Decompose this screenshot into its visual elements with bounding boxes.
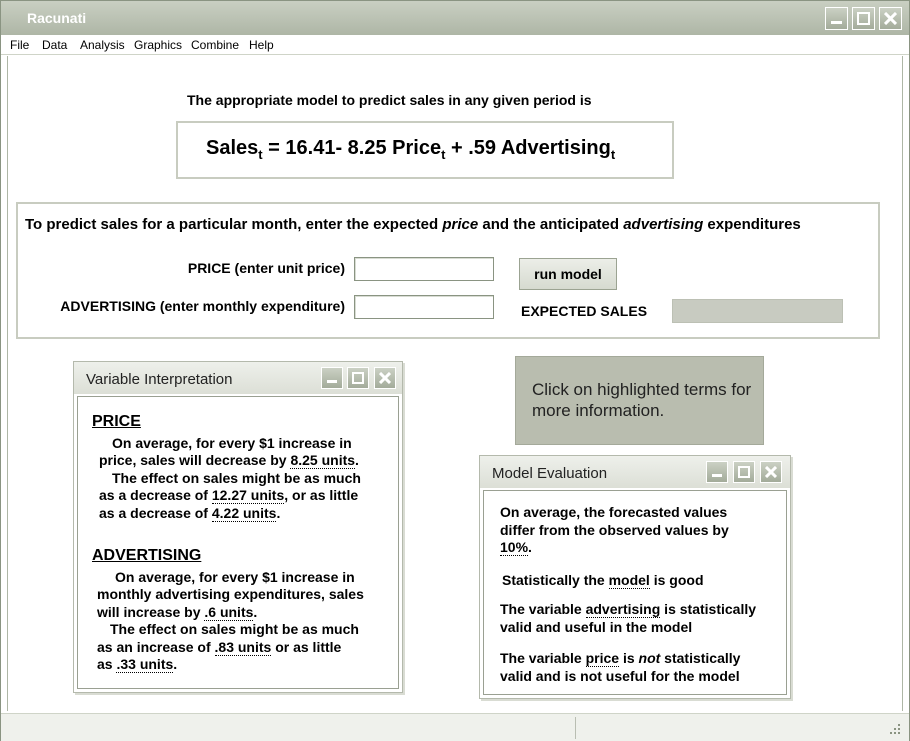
model-evaluation-titlebar[interactable] (480, 456, 790, 488)
menu-file[interactable]: File (10, 38, 30, 52)
minimize-button[interactable] (825, 7, 848, 30)
eval-model-statement: Statistically the model is good (502, 572, 704, 588)
menu-bar (1, 35, 909, 55)
price-upper-bound-link[interactable]: 12.27 units (211, 487, 285, 503)
price-line-1: On average, for every $1 increase in (112, 435, 352, 451)
advertising-effect-link[interactable]: .6 units (204, 604, 254, 620)
vi-maximize-button[interactable] (347, 367, 369, 389)
price-effect-link[interactable]: 8.25 units (290, 452, 356, 468)
close-icon (765, 466, 777, 478)
eval-price-line-2: valid and is not useful for the model (500, 668, 740, 684)
close-icon (884, 12, 897, 25)
eval-line-2: differ from the observed values by (500, 522, 729, 538)
price-lower-bound-link[interactable]: 4.22 units (211, 505, 277, 521)
me-minimize-button[interactable] (706, 461, 728, 483)
expected-sales-output (672, 299, 843, 323)
menu-data[interactable]: Data (42, 38, 68, 52)
advertising-line-3: will increase by .6 units. (97, 604, 258, 620)
variable-interpretation-title: Variable Interpretation (86, 371, 233, 388)
price-line-4: as a decrease of 12.27 units, or as little (99, 487, 359, 503)
maximize-icon (738, 466, 750, 478)
minimize-icon (711, 466, 723, 478)
eval-advertising-line-1: The variable advertising is statistically (500, 601, 757, 617)
status-bar (1, 713, 909, 741)
menu-graphics[interactable]: Graphics (134, 38, 183, 52)
model-link[interactable]: model (608, 572, 650, 588)
price-heading[interactable]: PRICE (92, 413, 141, 430)
advertising-upper-bound-link[interactable]: .83 units (214, 639, 272, 655)
advertising-line-5: as an increase of .83 units or as little (97, 639, 342, 655)
minimize-icon (326, 372, 338, 384)
menu-combine[interactable]: Combine (191, 38, 240, 52)
hint-text: Click on highlighted terms for more information. (532, 380, 752, 420)
advertising-label: ADVERTISING (enter monthly expenditure) (60, 298, 345, 314)
advertising-line-1: On average, for every $1 increase in (115, 569, 355, 585)
vi-minimize-button[interactable] (321, 367, 343, 389)
model-intro-text: The appropriate model to predict sales in any given period is (187, 92, 592, 108)
model-evaluation-body (483, 490, 787, 695)
me-close-button[interactable] (760, 461, 782, 483)
expected-sales-label: EXPECTED SALES (521, 303, 648, 319)
advertising-heading[interactable]: ADVERTISING (92, 547, 202, 564)
minimize-icon (830, 12, 843, 25)
price-line-2: price, sales will decrease by 8.25 units. (99, 452, 359, 468)
variable-interpretation-window (73, 361, 403, 693)
eval-line-3: 10%. (500, 539, 532, 555)
advertising-line-6: as .33 units. (97, 656, 178, 672)
maximize-icon (857, 12, 870, 25)
menu-analysis[interactable]: Analysis (80, 38, 125, 52)
maximize-icon (352, 372, 364, 384)
model-equation-box (176, 121, 674, 179)
eval-line-1: On average, the forecasted values (500, 504, 728, 520)
me-maximize-button[interactable] (733, 461, 755, 483)
advertising-input[interactable] (354, 295, 494, 319)
advertising-line-2: monthly advertising expenditures, sales (97, 586, 364, 602)
maximize-button[interactable] (852, 7, 875, 30)
price-label: PRICE (enter unit price) (187, 260, 345, 276)
run-model-button[interactable]: run model (519, 258, 617, 290)
model-evaluation-title: Model Evaluation (492, 465, 608, 482)
price-link[interactable]: price (585, 650, 620, 666)
advertising-lower-bound-link[interactable]: .33 units (116, 656, 174, 672)
price-input[interactable] (354, 257, 494, 281)
advertising-line-4: The effect on sales might be as much (110, 621, 359, 637)
resize-grip-icon[interactable] (889, 723, 901, 735)
price-line-3: The effect on sales might be as much (112, 470, 361, 486)
advertising-link[interactable]: advertising (585, 601, 661, 617)
window-title: Racunati (27, 10, 87, 26)
title-bar[interactable] (1, 1, 909, 35)
price-line-5: as a decrease of 4.22 units. (99, 505, 281, 521)
model-evaluation-window (479, 455, 791, 699)
menu-help[interactable]: Help (249, 38, 274, 52)
close-icon (379, 372, 391, 384)
variable-interpretation-titlebar[interactable] (74, 362, 402, 394)
variable-interpretation-body (77, 396, 399, 689)
close-button[interactable] (879, 7, 902, 30)
vi-close-button[interactable] (374, 367, 396, 389)
forecast-error-link[interactable]: 10% (500, 539, 529, 555)
model-equation: Sales$_t$ = 16.41- 8.25 Price$_t$ + .59 Advertising$_t$ (206, 137, 616, 162)
hint-panel (515, 356, 764, 445)
eval-price-line-1: The variable price is not statistically (500, 650, 741, 666)
status-separator (575, 717, 576, 739)
prediction-prompt: To predict sales for a particular month, enter the expected price and the anticipated advertising expenditures (25, 216, 801, 233)
eval-advertising-line-2: valid and useful in the model (500, 619, 693, 635)
